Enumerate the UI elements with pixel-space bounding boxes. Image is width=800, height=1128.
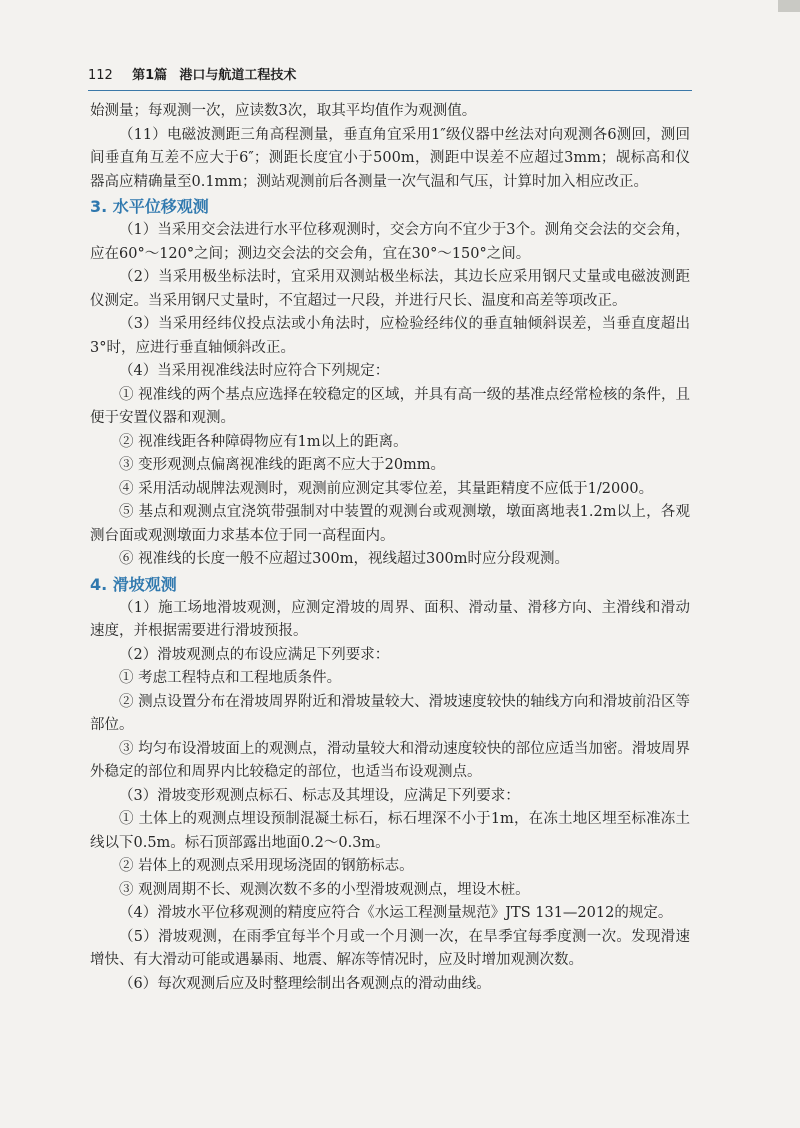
body-paragraph: ② 视准线距各种障碍物应有1m以上的距离。 bbox=[119, 433, 408, 450]
section-heading: 3. 水平位移观测 bbox=[90, 197, 209, 216]
body-paragraph: ① 视准线的两个基点应选择在较稳定的区域，并具有高一级的基准点经常检核的条件，且便于安置仪器和观测。 bbox=[90, 386, 690, 426]
body-paragraph: （6）每次观测后应及时整理绘制出各观测点的滑动曲线。 bbox=[119, 975, 491, 992]
body-paragraph: （4）当采用视准线法时应符合下列规定： bbox=[119, 363, 390, 379]
page-corner-mark bbox=[778, 0, 800, 12]
section-heading: 4. 滑坡观测 bbox=[90, 574, 177, 594]
body-paragraph: （1）当采用交会法进行水平位移观测时，交会方向不宜少于3个。测角交会法的交会角，应在60°～120°之间；测边交会法的交会角，宜在30°～150°之间。 bbox=[90, 222, 690, 262]
body-paragraph: （1）施工场地滑坡观测，应测定滑坡的周界、面积、滑动量、滑移方向、主滑线和滑动速度，并根据需要进行滑坡预报。 bbox=[90, 599, 690, 639]
body-paragraph: （3）当采用经纬仪投点法或小角法时，应检验经纬仪的垂直轴倾斜误差，当垂直度超出3°时，应进行垂直轴倾斜改正。 bbox=[90, 316, 690, 356]
body-paragraph: ② 测点设置分布在滑坡周界附近和滑坡量较大、滑坡速度较快的轴线方向和滑坡前沿区等部位。 bbox=[90, 693, 690, 733]
body-paragraph: 始测量；每观测一次，应读数3次，取其平均值作为观测值。 bbox=[90, 103, 477, 119]
body-paragraph: （5）滑坡观测，在雨季宜每半个月或一个月测一次，在旱季宜每季度测一次。发现滑速增快、有大滑动可能或遇暴雨、地震、解冻等情况时，应及时增加观测次数。 bbox=[90, 928, 690, 968]
page-number: 112 bbox=[88, 68, 113, 83]
running-header bbox=[88, 66, 692, 91]
body-paragraph: （3）滑坡变形观测点标石、标志及其埋设，应满足下列要求： bbox=[119, 787, 520, 804]
body-paragraph: ⑤ 基点和观测点宜浇筑带强制对中装置的观测台或观测墩，墩面离地表1.2m以上，各观测台面或观测墩面力求基本位于同一高程面内。 bbox=[90, 504, 690, 544]
body-paragraph: ① 考虑工程特点和工程地质条件。 bbox=[119, 670, 342, 686]
body-paragraph: ③ 变形观测点偏离视准线的距离不应大于20mm。 bbox=[119, 457, 446, 473]
part-label: 第1篇 bbox=[132, 68, 168, 83]
body-paragraph: ④ 采用活动觇牌法观测时，观测前应测定其零位差，其量距精度不应低于1/2000。 bbox=[119, 480, 654, 497]
page-body bbox=[90, 100, 690, 996]
body-paragraph: ③ 均匀布设滑坡面上的观测点，滑动量较大和滑动速度较快的部位应适当加密。滑坡周界外稳定的部位和周界内比较稳定的部位，也适当布设观测点。 bbox=[90, 740, 690, 780]
body-paragraph: ③ 观测周期不长、观测次数不多的小型滑坡观测点，埋设木桩。 bbox=[119, 881, 530, 898]
body-paragraph: ① 土体上的观测点埋设预制混凝土标石，标石埋深不小于1m，在冻土地区埋至标准冻土线以下0.5m。标石顶部露出地面0.2～0.3m。 bbox=[90, 811, 690, 851]
body-paragraph: （11）电磁波测距三角高程测量，垂直角宜采用1″级仪器中丝法对向观测各6测回，测回间垂直角互差不应大于6″；测距长度宜小于500m，测距中误差不应超过3mm；觇标高和仪器高应精确量至0.1mm；测站观测前后各测量一次气温和气压，计算时加入相应改正。 bbox=[90, 126, 690, 190]
body-paragraph: （2）滑坡观测点的布设应满足下列要求： bbox=[119, 646, 390, 663]
header-title: 港口与航道工程技术 bbox=[179, 68, 297, 83]
body-paragraph: （4）滑坡水平位移观测的精度应符合《水运工程测量规范》JTS 131—2012的规定。 bbox=[119, 905, 673, 921]
body-paragraph: ⑥ 视准线的长度一般不应超过300m，视线超过300m时应分段观测。 bbox=[119, 551, 569, 567]
body-paragraph: （2）当采用极坐标法时，宜采用双测站极坐标法，其边长应采用钢尺丈量或电磁波测距仪测定。当采用钢尺丈量时，不宜超过一尺段，并进行尺长、温度和高差等项改正。 bbox=[90, 269, 690, 309]
body-paragraph: ② 岩体上的观测点采用现场浇固的钢筋标志。 bbox=[119, 858, 414, 874]
